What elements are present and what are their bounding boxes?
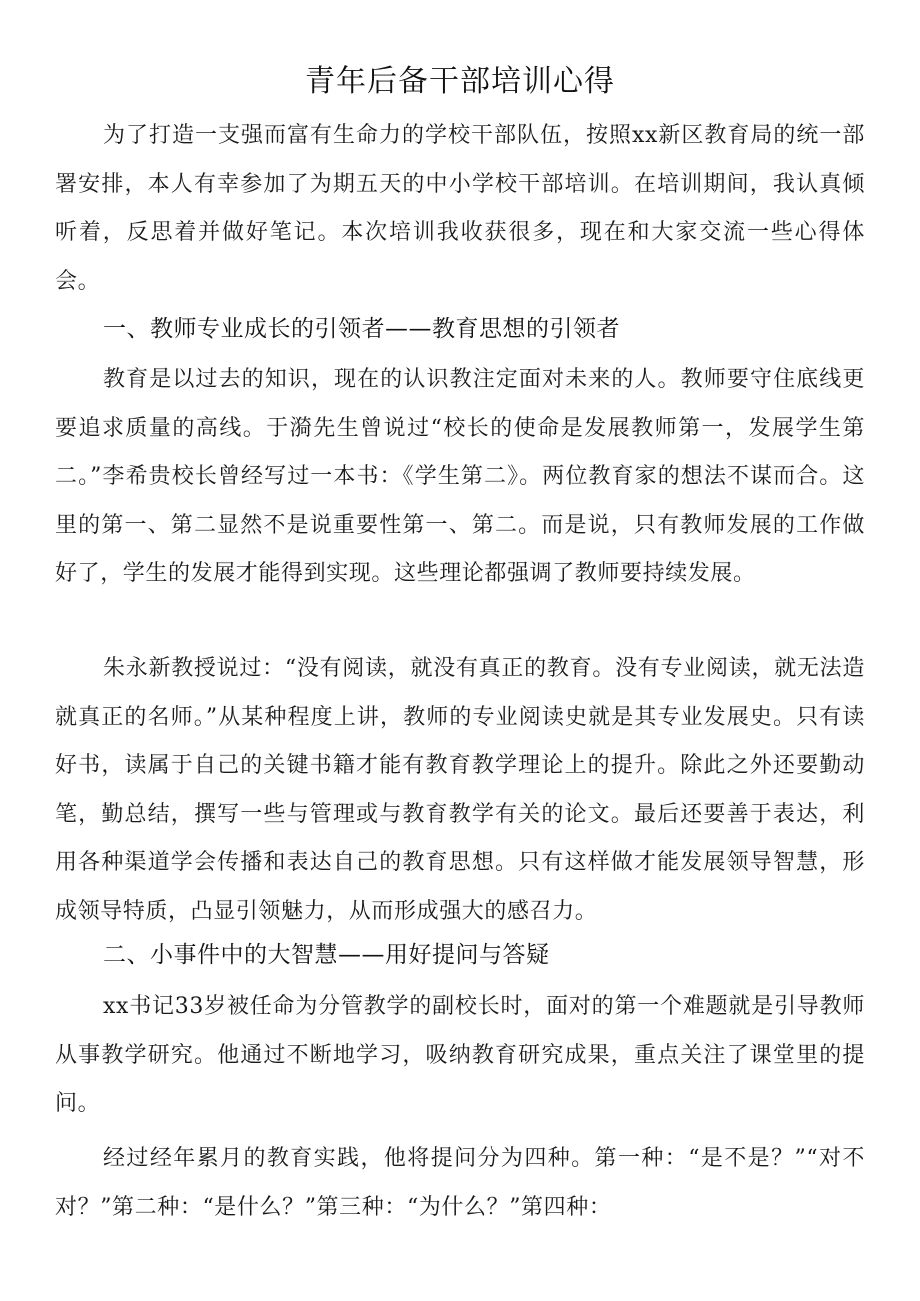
section-2-paragraph-1: xx书记33岁被任命为分管教学的副校长时，面对的第一个难题就是引导教师从事教学研究。他通过不断地学习，吸纳教育研究成果，重点关注了课堂里的提问。 bbox=[55, 994, 865, 1116]
section-1-paragraph-2: 朱永新教授说过：“没有阅读，就没有真正的教育。没有专业阅读，就无法造就真正的名师。”从某种程度上讲，教师的专业阅读史就是其专业发展史。只有读好书，读属于自己的关键书籍才能有教育教学理论上的提升。除此之外还要勤动笔，勤总结，撰写一些与管理或与教育教学有关的论文。最后还要善于表达，利用各种渠道学会传播和表达自己的教育思想。只有这样做才能发展领导智慧，形成领导特质，凸显引领魅力，从而形成强大的感召力。 bbox=[55, 656, 865, 924]
section-2-paragraph-2: 经过经年累月的教育实践，他将提问分为四种。第一种：“是不是？”“对不对？”第二种：“是什么？”第三种：“为什么？”第四种： bbox=[55, 1146, 865, 1220]
section-1-heading: 一、教师专业成长的引领者——教育思想的引领者 bbox=[103, 316, 620, 342]
section-2-heading: 二、小事件中的大智慧——用好提问与答疑 bbox=[103, 942, 550, 968]
intro-paragraph: 为了打造一支强而富有生命力的学校干部队伍，按照xx新区教育局的统一部署安排，本人有幸参加了为期五天的中小学校干部培训。在培训期间，我认真倾听着，反思着并做好笔记。本次培训我收获很多，现在和大家交流一些心得体会。 bbox=[55, 123, 865, 294]
document-title: 青年后备干部培训心得 bbox=[305, 64, 615, 99]
section-1-paragraph-1: 教育是以过去的知识，现在的认识教注定面对未来的人。教师要守住底线更要追求质量的高线。于漪先生曾说过“校长的使命是发展教师第一，发展学生第二。”李希贵校长曾经写过一本书：《学生第二》。两位教育家的想法不谋而合。这里的第一、第二显然不是说重要性第一、第二。而是说，只有教师发展的工作做好了，学生的发展才能得到实现。这些理论都强调了教师要持续发展。 bbox=[55, 367, 865, 586]
